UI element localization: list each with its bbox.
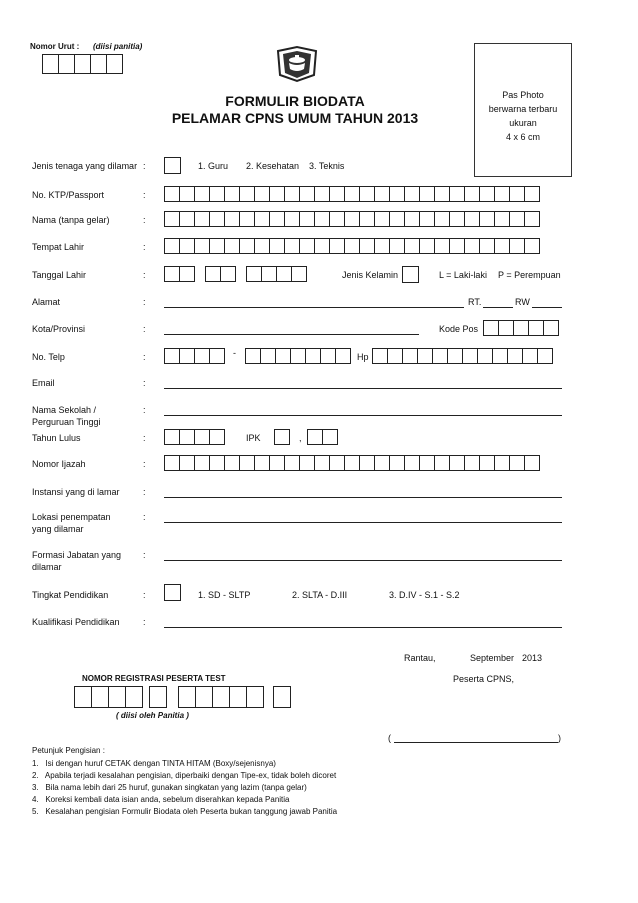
row-email xyxy=(0,378,638,398)
email-line[interactable] xyxy=(164,388,562,389)
colon: : xyxy=(143,512,146,522)
tingkat-checkbox[interactable] xyxy=(164,584,181,601)
nomor-urut-boxes[interactable] xyxy=(42,54,122,70)
row-lokasi xyxy=(0,512,638,540)
row-tempat xyxy=(0,242,638,262)
form-title: FORMULIR BIODATA xyxy=(225,93,365,109)
kelamin-l: L = Laki-laki xyxy=(439,270,487,280)
kualifikasi-label: Kualifikasi Pendidikan xyxy=(32,617,120,627)
kualifikasi-line[interactable] xyxy=(164,627,562,628)
row-alamat xyxy=(0,297,638,317)
row-nama xyxy=(0,215,638,235)
petunjuk-item-5: 5. Kesalahan pengisian Formulir Biodata oleh Peserta bukan tanggung jawab Panitia xyxy=(32,807,338,816)
nomor-urut-label: Nomor Urut : xyxy=(30,42,80,51)
petunjuk-item-2: 2. Apabila terjadi kesalahan pengisian, diperbaiki dengan Tipe-ex, tidak boleh dicoret xyxy=(32,771,337,780)
kota-label: Kota/Provinsi xyxy=(32,324,86,334)
tanggal-label: Tanggal Lahir xyxy=(32,270,87,280)
tingkat-opt-3: 3. D.IV - S.1 - S.2 xyxy=(389,590,460,600)
sekolah-label-2: Perguruan Tinggi xyxy=(32,417,101,427)
ipk-label: IPK xyxy=(246,433,261,443)
hp-boxes[interactable] xyxy=(372,348,552,364)
lokasi-label-1: Lokasi penempatan xyxy=(32,512,111,522)
tanggal-month[interactable] xyxy=(205,266,235,282)
regency-logo-icon xyxy=(274,45,320,83)
formasi-label-2: dilamar xyxy=(32,562,62,572)
rw-line[interactable] xyxy=(532,307,562,308)
rt-line[interactable] xyxy=(483,307,513,308)
row-formasi xyxy=(0,550,638,578)
signature-line[interactable] xyxy=(394,742,558,743)
ijazah-boxes[interactable] xyxy=(164,455,539,471)
tingkat-opt-1: 1. SD - SLTP xyxy=(198,590,251,600)
colon: : xyxy=(143,215,146,225)
row-tanggal xyxy=(0,270,638,290)
photo-text-2: berwarna terbaru xyxy=(488,104,558,114)
nama-boxes[interactable] xyxy=(164,211,539,227)
sign-paren-close: ) xyxy=(558,733,561,743)
reg-note: ( diisi oleh Panitia ) xyxy=(116,711,189,720)
nama-label: Nama (tanpa gelar) xyxy=(32,215,110,225)
petunjuk-list xyxy=(32,758,337,818)
instansi-line[interactable] xyxy=(164,497,562,498)
year-text: 2013 xyxy=(522,653,543,663)
photo-text-1: Pas Photo xyxy=(502,90,544,100)
jenis-label: Jenis tenaga yang dilamar xyxy=(32,161,138,171)
tahun-lulus-boxes[interactable] xyxy=(164,429,224,445)
kelamin-p: P = Perempuan xyxy=(498,270,561,280)
petunjuk-title: Petunjuk Pengisian : xyxy=(32,746,105,755)
petunjuk-item-3: 3. Bila nama lebih dari 25 huruf, gunakan singkatan yang lazim (tanpa gelar) xyxy=(32,783,307,792)
tahun-lulus-label: Tahun Lulus xyxy=(32,433,81,443)
lokasi-line[interactable] xyxy=(164,522,562,523)
colon: : xyxy=(143,297,146,307)
petunjuk-item-1: 1. Isi dengan huruf CETAK dengan TINTA HITAM (Boxy/sejenisnya) xyxy=(32,759,276,768)
tingkat-opt-2: 2. SLTA - D.III xyxy=(292,590,348,600)
jenis-opt-kesehatan: 2. Kesehatan xyxy=(246,161,300,171)
lokasi-label-2: yang dilamar xyxy=(32,524,84,534)
form-subtitle: PELAMAR CPNS UMUM TAHUN 2013 xyxy=(171,110,419,126)
ipk-comma: , xyxy=(299,433,302,443)
tempat-boxes[interactable] xyxy=(164,238,539,254)
colon: : xyxy=(143,617,146,627)
month-text: September xyxy=(470,653,515,663)
photo-text-4: 4 x 6 cm xyxy=(505,132,540,142)
formasi-line[interactable] xyxy=(164,560,562,561)
colon: : xyxy=(143,190,146,200)
colon: : xyxy=(143,161,146,171)
kota-line[interactable] xyxy=(164,334,419,335)
telp-area-boxes[interactable] xyxy=(164,348,224,364)
rt-label: RT. xyxy=(468,297,482,307)
sign-paren-open: ( xyxy=(388,733,391,743)
instansi-label: Instansi yang di lamar xyxy=(32,487,120,497)
telp-dash: - xyxy=(233,348,236,358)
tanggal-day[interactable] xyxy=(164,266,194,282)
row-kota xyxy=(0,324,638,344)
colon: : xyxy=(143,352,146,362)
formasi-label-1: Formasi Jabatan yang xyxy=(32,550,122,560)
ipk-int-box[interactable] xyxy=(274,429,289,445)
jenis-checkbox[interactable] xyxy=(164,157,181,174)
row-kualifikasi xyxy=(0,617,638,637)
row-ijazah xyxy=(0,459,638,479)
kelamin-checkbox[interactable] xyxy=(402,266,419,283)
reg-boxes-group-2[interactable] xyxy=(149,686,166,708)
reg-boxes-group-4[interactable] xyxy=(273,686,290,708)
row-tingkat xyxy=(0,590,638,610)
ktp-label: No. KTP/Passport xyxy=(32,190,105,200)
nomor-urut-note: (diisi panitia) xyxy=(93,42,143,51)
colon: : xyxy=(143,324,146,334)
row-ktp xyxy=(0,190,638,210)
alamat-line[interactable] xyxy=(164,307,464,308)
ijazah-label: Nomor Ijazah xyxy=(32,459,86,469)
reg-title: NOMOR REGISTRASI PESERTA TEST xyxy=(82,674,226,683)
colon: : xyxy=(143,487,146,497)
jenis-kelamin-label: Jenis Kelamin xyxy=(342,270,399,280)
place-text: Rantau, xyxy=(404,653,436,663)
reg-boxes-group-3[interactable] xyxy=(178,686,263,708)
ipk-dec-boxes[interactable] xyxy=(307,429,337,445)
sekolah-label-1: Nama Sekolah / xyxy=(32,405,97,415)
row-tahun-lulus xyxy=(0,433,638,453)
email-label: Email xyxy=(32,378,55,388)
tanggal-year[interactable] xyxy=(246,266,306,282)
peserta-label: Peserta CPNS, xyxy=(453,674,515,684)
colon: : xyxy=(143,590,146,600)
alamat-label: Alamat xyxy=(32,297,61,307)
colon: : xyxy=(143,459,146,469)
tingkat-label: Tingkat Pendidikan xyxy=(32,590,109,600)
colon: : xyxy=(143,270,146,280)
sekolah-line[interactable] xyxy=(164,415,562,416)
hp-label: Hp xyxy=(357,352,369,362)
row-instansi xyxy=(0,487,638,507)
telp-number-boxes[interactable] xyxy=(245,348,350,364)
jenis-opt-teknis: 3. Teknis xyxy=(309,161,345,171)
colon: : xyxy=(143,242,146,252)
photo-text-3: ukuran xyxy=(509,118,537,128)
reg-boxes-group-1[interactable] xyxy=(74,686,142,708)
jenis-opt-guru: 1. Guru xyxy=(198,161,229,171)
colon: : xyxy=(143,405,146,415)
colon: : xyxy=(143,433,146,443)
colon: : xyxy=(143,378,146,388)
colon: : xyxy=(143,550,146,560)
telp-label: No. Telp xyxy=(32,352,65,362)
ktp-boxes[interactable] xyxy=(164,186,539,202)
kode-pos-boxes[interactable] xyxy=(483,320,558,336)
row-telp xyxy=(0,348,638,372)
tempat-label: Tempat Lahir xyxy=(32,242,85,252)
rw-label: RW xyxy=(515,297,530,307)
petunjuk-item-4: 4. Koreksi kembali data isian anda, sebelum diserahkan kepada Panitia xyxy=(32,795,290,804)
photo-box xyxy=(474,43,572,177)
kode-pos-label: Kode Pos xyxy=(439,324,479,334)
row-jenis xyxy=(0,161,638,181)
